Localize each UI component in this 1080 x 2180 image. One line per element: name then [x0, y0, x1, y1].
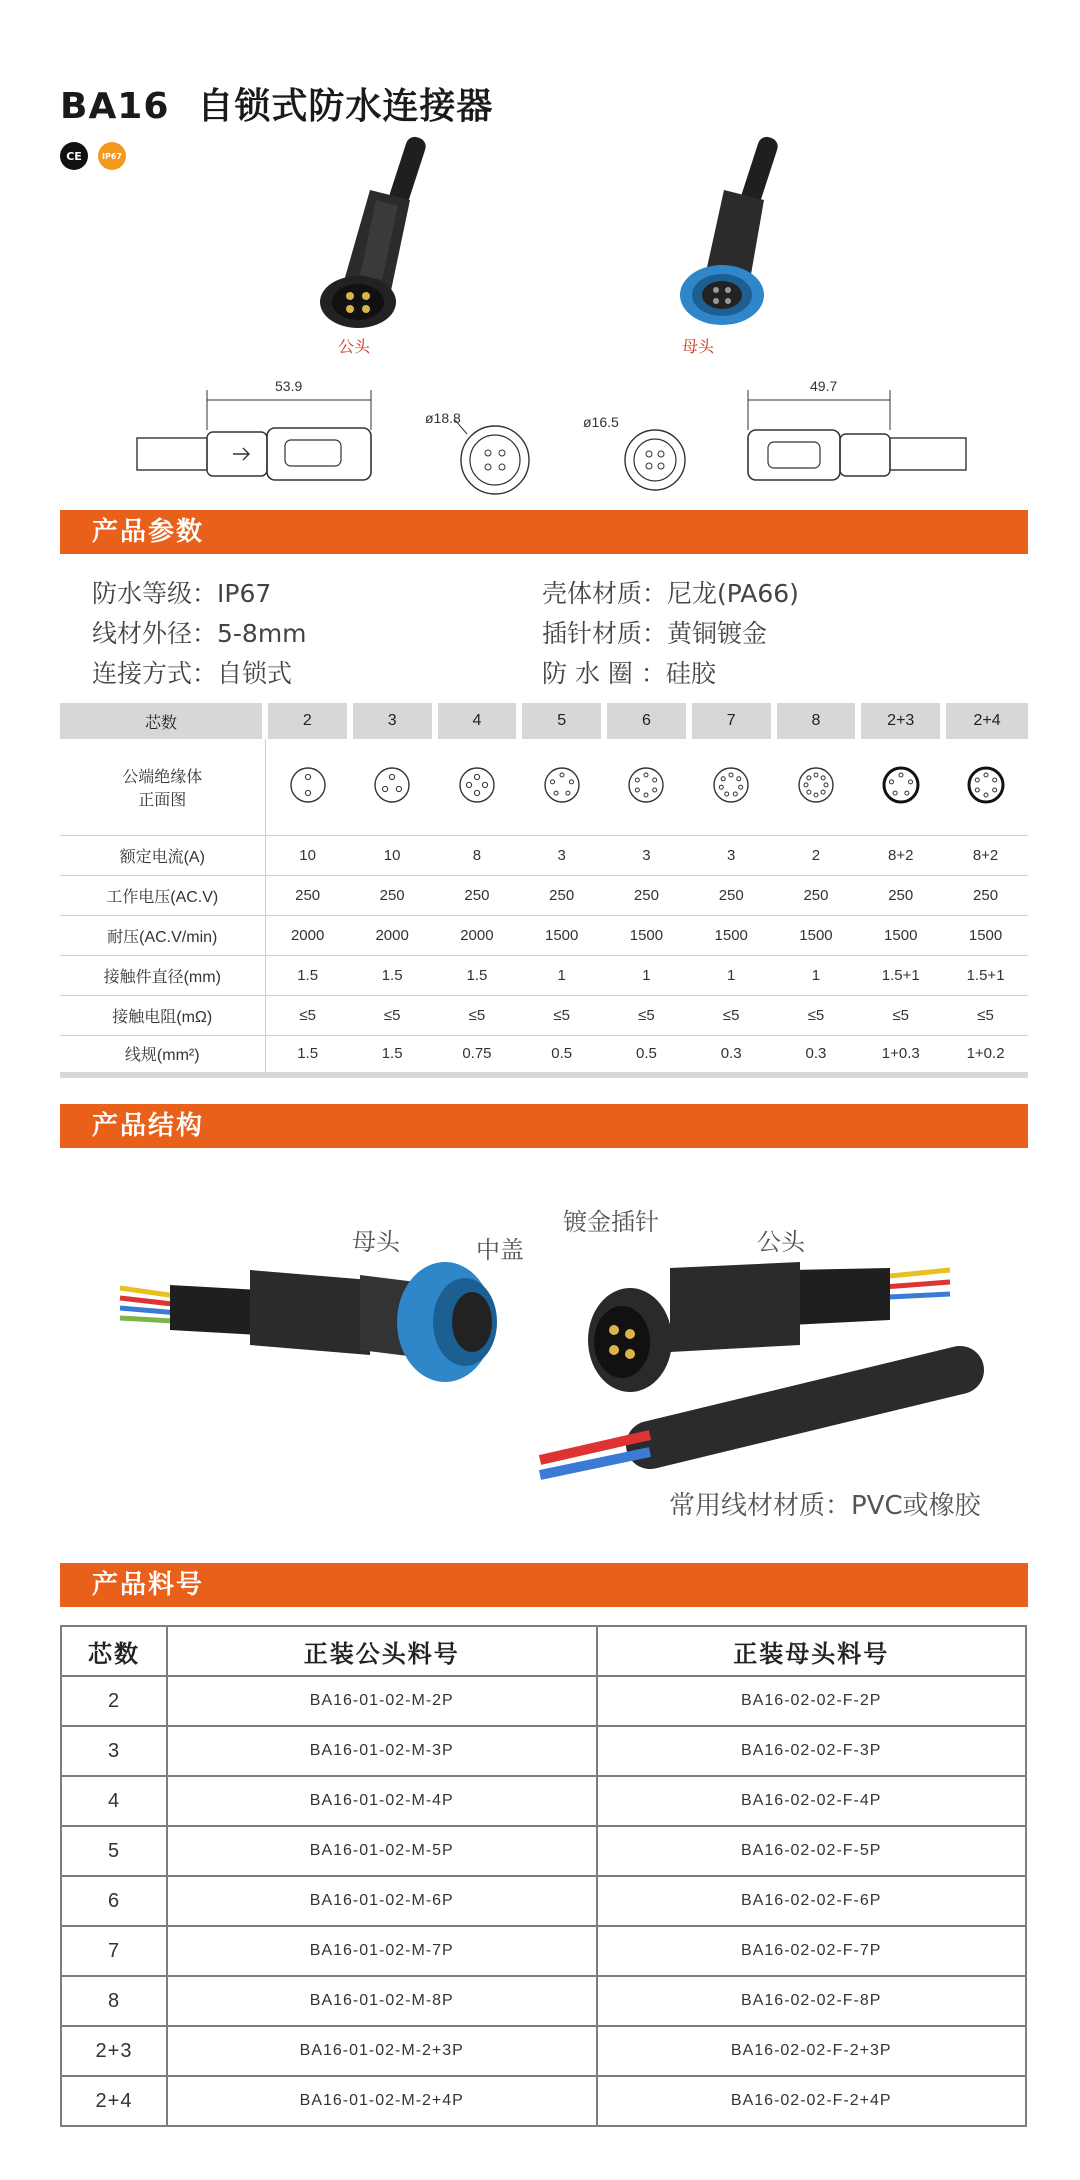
spec-value: ≤5 — [604, 995, 689, 1035]
female-part-number: BA16-02-02-F-4P — [597, 1776, 1027, 1826]
spec-value: 250 — [604, 875, 689, 915]
female-part-number: BA16-02-02-F-2+3P — [597, 2026, 1027, 2076]
param-right: 防 水 圈 ：硅胶 — [542, 659, 716, 688]
parts-header-female: 正装母头料号 — [597, 1626, 1027, 1676]
section-params-title: 产品参数 — [60, 510, 1028, 554]
female-part-number: BA16-02-02-F-6P — [597, 1876, 1027, 1926]
spec-row-label: 接触件直径(mm) — [60, 955, 265, 995]
spec-value: 1 — [604, 955, 689, 995]
insulator-front-view — [435, 739, 520, 835]
male-part-number: BA16-01-02-M-5P — [167, 1826, 597, 1876]
spec-value: 250 — [858, 875, 943, 915]
spec-value: 250 — [519, 875, 604, 915]
female-caption: 母头 — [682, 337, 715, 356]
spec-value: ≤5 — [858, 995, 943, 1035]
spec-value: 250 — [943, 875, 1028, 915]
label-pins: 镀金插针 — [563, 1208, 659, 1236]
spec-value: 1.5+1 — [858, 955, 943, 995]
spec-value: ≤5 — [265, 995, 350, 1035]
male-part-number: BA16-01-02-M-2+4P — [167, 2076, 597, 2126]
core-count-cell: 5 — [519, 703, 604, 739]
params-row — [92, 574, 992, 614]
core-count-cell: 2+3 — [858, 703, 943, 739]
parts-core-count: 8 — [61, 1976, 167, 2026]
insulator-front-view — [943, 739, 1028, 835]
insulator-face-icon — [711, 765, 751, 805]
female-part-number: BA16-02-02-F-3P — [597, 1726, 1027, 1776]
spec-row — [60, 995, 1028, 1035]
params-row — [92, 614, 992, 654]
spec-value: ≤5 — [350, 995, 435, 1035]
parts-row — [61, 1676, 1026, 1726]
parts-core-count: 6 — [61, 1876, 167, 1926]
female-diameter-label: ø16.5 — [583, 414, 619, 430]
parts-row — [61, 1976, 1026, 2026]
female-part-number: BA16-02-02-F-5P — [597, 1826, 1027, 1876]
spec-value: ≤5 — [519, 995, 604, 1035]
label-female: 母头 — [352, 1228, 400, 1256]
spec-value: 0.3 — [689, 1035, 774, 1075]
spec-value: 1500 — [519, 915, 604, 955]
parts-core-count: 3 — [61, 1726, 167, 1776]
parts-header-cores: 芯数 — [61, 1626, 167, 1676]
insulator-face-icon — [288, 765, 328, 805]
parts-row — [61, 1826, 1026, 1876]
core-count-cell: 4 — [435, 703, 520, 739]
spec-row-label: 工作电压(AC.V) — [60, 875, 265, 915]
spec-value: ≤5 — [943, 995, 1028, 1035]
parts-row — [61, 2076, 1026, 2126]
core-count-cell: 2+4 — [943, 703, 1028, 739]
ip67-mark: IP67 — [98, 142, 126, 170]
female-assembly — [120, 1262, 497, 1382]
insulator-front-view — [858, 739, 943, 835]
insulator-front-view — [774, 739, 859, 835]
male-face-drawing — [455, 420, 535, 500]
spec-row — [60, 955, 1028, 995]
insulator-face-icon — [966, 765, 1006, 805]
param-left: 线材外径：5-8mm — [92, 619, 307, 648]
spec-value: 0.5 — [604, 1035, 689, 1075]
core-count-cell: 8 — [774, 703, 859, 739]
spec-value: 1.5 — [350, 955, 435, 995]
insulator-front-view — [350, 739, 435, 835]
product-name: 自锁式防水连接器 — [197, 86, 494, 127]
spec-value: 0.3 — [774, 1035, 859, 1075]
parts-header-male: 正装公头料号 — [167, 1626, 597, 1676]
spec-value: 1.5 — [435, 955, 520, 995]
insulator-face-icon — [457, 765, 497, 805]
spec-value: 2 — [774, 835, 859, 875]
spec-value: 8 — [435, 835, 520, 875]
spec-value: 1+0.3 — [858, 1035, 943, 1075]
parts-core-count: 2 — [61, 1676, 167, 1726]
spec-value: 1500 — [943, 915, 1028, 955]
spec-value: ≤5 — [774, 995, 859, 1035]
spec-value: 0.75 — [435, 1035, 520, 1075]
spec-row-label: 线规(mm²) — [60, 1035, 265, 1075]
params-list — [92, 574, 992, 694]
spec-row — [60, 915, 1028, 955]
spec-table — [60, 703, 1028, 1078]
spec-value: 250 — [435, 875, 520, 915]
female-connector-image — [650, 130, 810, 330]
male-caption: 公头 — [338, 337, 371, 356]
spec-value: ≤5 — [435, 995, 520, 1035]
spec-value: 1.5 — [265, 1035, 350, 1075]
spec-value: 1500 — [689, 915, 774, 955]
core-count-cell: 3 — [350, 703, 435, 739]
spec-front-row — [60, 739, 1028, 835]
core-count-cell: 6 — [604, 703, 689, 739]
structure-image — [110, 1230, 990, 1500]
female-part-number: BA16-02-02-F-2+4P — [597, 2076, 1027, 2126]
section-structure-title: 产品结构 — [60, 1104, 1028, 1148]
male-diameter-label: ø18.8 — [425, 410, 461, 426]
parts-core-count: 7 — [61, 1926, 167, 1976]
front-view-label: 公端绝缘体 正面图 — [60, 739, 265, 835]
spec-value: 1+0.2 — [943, 1035, 1028, 1075]
female-part-number: BA16-02-02-F-8P — [597, 1976, 1027, 2026]
spec-value: 1 — [519, 955, 604, 995]
male-part-number: BA16-01-02-M-2P — [167, 1676, 597, 1726]
parts-core-count: 4 — [61, 1776, 167, 1826]
male-dimension-drawing — [135, 380, 395, 490]
insulator-face-icon — [372, 765, 412, 805]
spec-value: 1.5+1 — [943, 955, 1028, 995]
male-part-number: BA16-01-02-M-2+3P — [167, 2026, 597, 2076]
cable-material-note: 常用线材材质：PVC或橡胶 — [669, 1491, 981, 1521]
parts-row — [61, 1726, 1026, 1776]
insulator-face-icon — [881, 765, 921, 805]
page-title — [60, 78, 493, 129]
spec-value: 1.5 — [265, 955, 350, 995]
core-count-cell: 2 — [265, 703, 350, 739]
section-parts-title: 产品料号 — [60, 1563, 1028, 1607]
parts-row — [61, 2026, 1026, 2076]
insulator-front-view — [604, 739, 689, 835]
spec-value: 2000 — [265, 915, 350, 955]
spec-value: 1500 — [604, 915, 689, 955]
female-dimension-drawing — [740, 380, 970, 490]
spec-value: 10 — [350, 835, 435, 875]
parts-row — [61, 1876, 1026, 1926]
param-left: 连接方式：自锁式 — [92, 659, 293, 688]
spec-value: 1 — [774, 955, 859, 995]
spec-value: 1 — [689, 955, 774, 995]
female-length-label: 49.7 — [810, 378, 838, 394]
parts-row — [61, 1776, 1026, 1826]
female-part-number: BA16-02-02-F-7P — [597, 1926, 1027, 1976]
parts-core-count: 2+4 — [61, 2076, 167, 2126]
spec-row — [60, 1035, 1028, 1075]
insulator-front-view — [689, 739, 774, 835]
insulator-face-icon — [542, 765, 582, 805]
spec-value: 1.5 — [350, 1035, 435, 1075]
parts-core-count: 2+3 — [61, 2026, 167, 2076]
spec-value: 2000 — [350, 915, 435, 955]
spec-value: 0.5 — [519, 1035, 604, 1075]
spec-value: 2000 — [435, 915, 520, 955]
spec-value: 250 — [350, 875, 435, 915]
spec-value: 10 — [265, 835, 350, 875]
insulator-front-view — [265, 739, 350, 835]
spec-value: 3 — [519, 835, 604, 875]
male-length-label: 53.9 — [275, 378, 303, 394]
female-face-drawing — [620, 425, 690, 495]
parts-table — [60, 1625, 1027, 2127]
cable — [540, 1370, 960, 1475]
spec-value: 1500 — [774, 915, 859, 955]
spec-value: 1500 — [858, 915, 943, 955]
spec-row — [60, 835, 1028, 875]
model-number: BA16 — [60, 86, 170, 127]
label-cap: 中盖 — [476, 1236, 524, 1264]
parts-header-row — [61, 1626, 1026, 1676]
parts-core-count: 5 — [61, 1826, 167, 1876]
spec-row-label: 接触电阻(mΩ) — [60, 995, 265, 1035]
male-connector-image — [290, 130, 450, 330]
spec-header-row — [60, 703, 1028, 739]
spec-value: 3 — [689, 835, 774, 875]
core-count-header: 芯数 — [60, 703, 265, 739]
spec-value: 8+2 — [943, 835, 1028, 875]
ce-mark: CE — [60, 142, 88, 170]
spec-value: 250 — [689, 875, 774, 915]
parts-row — [61, 1926, 1026, 1976]
params-row — [92, 654, 992, 694]
spec-value: 8+2 — [858, 835, 943, 875]
male-part-number: BA16-01-02-M-8P — [167, 1976, 597, 2026]
spec-value: ≤5 — [689, 995, 774, 1035]
spec-row-label: 耐压(AC.V/min) — [60, 915, 265, 955]
spec-row-label: 额定电流(A) — [60, 835, 265, 875]
insulator-face-icon — [626, 765, 666, 805]
male-part-number: BA16-01-02-M-3P — [167, 1726, 597, 1776]
insulator-face-icon — [796, 765, 836, 805]
spec-value: 250 — [774, 875, 859, 915]
female-part-number: BA16-02-02-F-2P — [597, 1676, 1027, 1726]
insulator-front-view — [519, 739, 604, 835]
param-right: 壳体材质：尼龙(PA66) — [542, 579, 799, 608]
male-part-number: BA16-01-02-M-7P — [167, 1926, 597, 1976]
spec-value: 3 — [604, 835, 689, 875]
core-count-cell: 7 — [689, 703, 774, 739]
param-right: 插针材质：黄铜镀金 — [542, 619, 768, 648]
spec-row — [60, 875, 1028, 915]
male-part-number: BA16-01-02-M-6P — [167, 1876, 597, 1926]
label-male: 公头 — [757, 1228, 805, 1256]
param-left: 防水等级：IP67 — [92, 579, 272, 608]
male-part-number: BA16-01-02-M-4P — [167, 1776, 597, 1826]
spec-value: 250 — [265, 875, 350, 915]
